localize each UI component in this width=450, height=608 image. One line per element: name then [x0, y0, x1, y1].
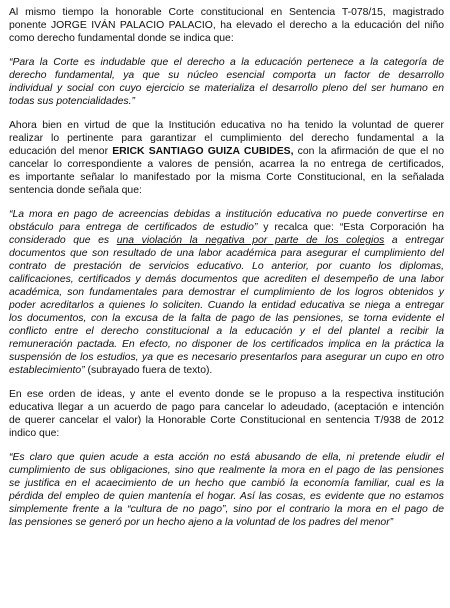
text-line: como derecho fundamental donde se indica que: [9, 33, 234, 44]
text-line: En ese orden de ideas, y ante el evento donde se le propuso a la respectiva institución [9, 389, 444, 400]
quote-line: “La mora en pago de acreencias debidas a institución educativa no puede convertirse en [9, 209, 444, 220]
text-segment: y recalca que: “Esta Corporación ha [257, 222, 444, 233]
quote-line: simplemente frente a la “cultura de no pago”, sino por el contrario la mora en el pago de [9, 504, 444, 515]
quote-line: individual y social con cuyo ejercicio se materializa el desarrollo pleno del ser humano en [9, 83, 444, 94]
quote-line: suspensión de los estudios, ya que es necesario presentarlos para asegurar un cupo en otro [9, 352, 444, 363]
quote-line: poder acreditarlos a quienes lo soliciten. Cuando la entidad educativa se niega a entregar [9, 300, 444, 311]
quote-line: calificaciones, certificados y demás documentos que acrediten el desempeño de una labor [9, 274, 444, 285]
quote-line: cumplimiento de sus obligaciones, sino que realmente la mora en el pago de las pensiones [9, 465, 444, 476]
student-name: ERICK SANTIAGO GUIZA CUBIDES, [112, 146, 294, 157]
paragraph-intro [9, 6, 444, 45]
paragraph-argument [9, 119, 444, 197]
quote-block-1 [9, 56, 444, 108]
text-line [9, 145, 444, 158]
quote-line: pérdida del empleo de quien mantenía el hogar. Así las cosas, es evidente que no estamos [9, 491, 444, 502]
text-line: ponente JORGE IVÁN PALACIO PALACIO, ha elevado el derecho a la educación del niño [9, 20, 444, 31]
quote-line: documentos que son resultado de una labor académica para asegurar el cumplimiento del [9, 248, 444, 259]
text-line: educativa llegar a un acuerdo de pago para cancelar lo adeudado, (aceptación e intención [9, 402, 444, 413]
text-line: es importante señalar lo manifestado por la misma Corte Constitucional, en la señalada [9, 172, 444, 183]
text-segment: establecimiento” [9, 365, 85, 376]
quote-line: se justifica en el acaecimiento de un hecho que cambió la economía familiar, cual es la [9, 478, 444, 489]
text-line: sentencia donde señala que: [9, 185, 142, 196]
quote-line: los documentos, con la excusa de la falta de pago de las pensiones, se torna evidente el [9, 313, 444, 324]
text-segment: con la afirmación de que el no [293, 146, 444, 157]
quote-line: “Para la Corte es indudable que el derecho a la educación pertenece a la categoría de [9, 57, 444, 68]
quote-line [9, 221, 444, 234]
text-line: realizar lo pertinente para garantizar el cumplimiento del derecho fundamental a la [9, 133, 444, 144]
quote-line: todas sus potencialidades.” [9, 96, 135, 107]
text-segment: (subrayado fuera de texto). [84, 365, 213, 376]
text-segment: a entregar [384, 235, 444, 246]
text-line: cancelar lo correspondiente a valores de pensión, acarrea la no entrega de certificados, [9, 159, 444, 170]
underlined-segment: una violación la negativa por parte de los colegios [116, 235, 385, 246]
text-line: indico que: [9, 428, 60, 439]
quote-line: las pensiones se generó por un hecho ajeno a la voluntad de los padres del menor” [9, 517, 394, 528]
quote-line: derecho fundamental, ya que su núcleo esencial comporta un factor de desarrollo [9, 70, 444, 81]
paragraph-agreement [9, 388, 444, 440]
quote-block-3 [9, 451, 444, 529]
quote-line: académica, son fundamentales para demostrar el cumplimiento de los logros obtenidos y [9, 287, 444, 298]
quote-line: contrato de prestación de servicios educativo. Lo anterior, por cuanto los diplomas, [9, 261, 444, 272]
quote-block-2 [9, 208, 444, 377]
text-line: Al mismo tiempo la honorable Corte constitucional en Sentencia T-078/15, magistrado [9, 7, 444, 18]
quote-line [9, 234, 444, 247]
text-line: Ahora bien en virtud de que la Institución educativa no ha tenido la voluntad de querer [9, 120, 444, 131]
quote-line: remuneración pactada. En efecto, no disponer de los certificados implica en la práctica la [9, 339, 444, 350]
text-segment: educación del menor [9, 146, 113, 157]
text-line: de querer cancelar el valor) la Honorable Corte Constitucional en sentencia T/938 de 2012 [9, 415, 444, 426]
quote-line [9, 364, 444, 377]
quote-line: conflicto entre el derecho constitucional a la educación y el del plantel a recibir la [9, 326, 444, 337]
quote-line: “Es claro que quien acude a esta acción no está abusando de ella, ni pretende eludir el [9, 452, 444, 463]
text-segment: considerado que es [9, 235, 117, 246]
text-segment: obstáculo para entrega de certificados de estudio” [9, 222, 258, 233]
